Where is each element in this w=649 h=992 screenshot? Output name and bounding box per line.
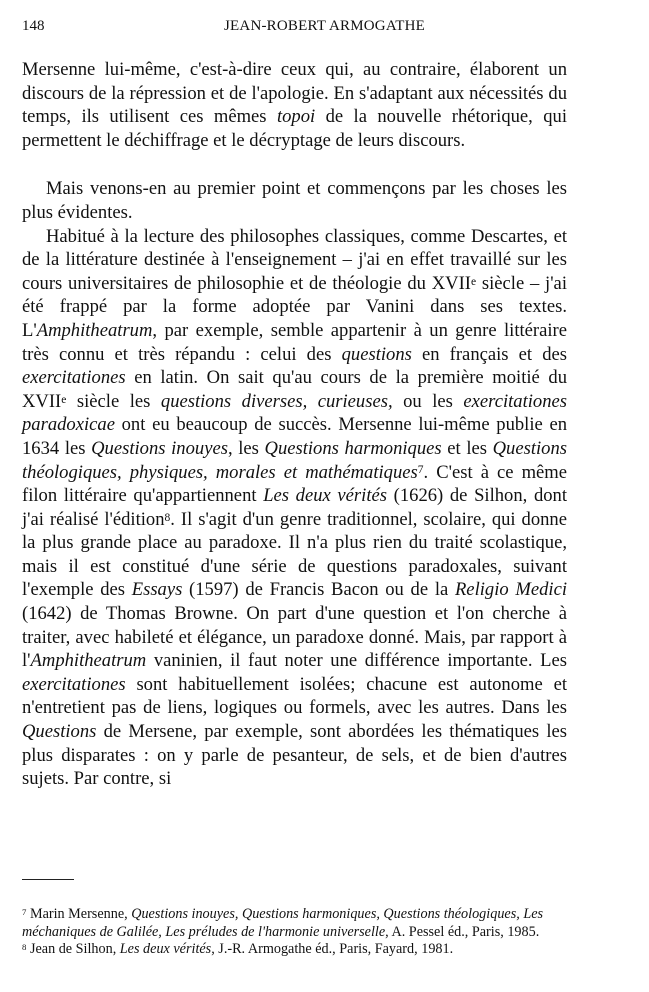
paragraph-3: Habitué à la lecture des philosophes classiques, comme Descartes, et de la littérature destinée à l'enseignement – j'ai en effet travaillé sur les cours universitaires de philosophie et de théologie du XVIIe siècle – j'ai été frappé par la forme adoptée par Vanini dans ses textes. L'Amphitheatrum, par exemple, semble appartenir à un genre littéraire très connu et très répandu : celui des questions en français et des exercitationes en latin. On sait qu'au cours de la première moitié du XVIIe siècle les questions diverses, curieuses, ou les exercitationes paradoxicae ont eu beaucoup de succès. Mersenne lui-même publie en 1634 les Questions inouyes, les Questions harmoniques et les Questions théologiques, physiques, morales et mathématiques$^7$. C'est à ce même filon littéraire qu'appartiennent Les deux vérités (1626) de Silhon, dont j'ai réalisé l'édition$^8$. Il s'agit d'un genre traditionnel, scolaire, qui donne la plus grande place au paradoxe. Il n'a plus rien du traité scolastique, mais il est constitué d'une série de questions paradoxales, suivant l'exemple des Essays (1597) de Francis Bacon ou de la Religio Medici (1642) de Thomas Browne. On part d'une question et l'on cherche à traiter, avec habileté et élégance, un paradoxe donné. Mais, par rapport à l'Amphitheatrum vaninien, il faut noter une différence importante. Les exercitationes sont habituellement isolées; chacune est autonome et n'entretient pas de liens, logiques ou formels, avec les autres. Dans les Questions de Mersene, par exemple, sont abordées les thématiques les plus disparates : on y parle de pesanteur, de sels, et de bien d'autres sujets. Par contre, si [22,225,568,790]
footnote-divider [22,879,74,880]
footnote-ref-8[interactable]: 8 [164,511,171,524]
footnotes [22,906,577,959]
footnote-7: $^7$ Marin Mersenne, Questions inouyes, Questions harmoniques, Questions théologiques, Les méchaniques de Galilée, Les préludes de l'harmonie universelle, A. Pessel éd., Paris, 1985. [22,906,544,940]
running-head: JEAN-ROBERT ARMOGATHE [224,18,425,34]
body-text [22,58,567,791]
paragraph-1: Mersenne lui-même, c'est-à-dire ceux qui, au contraire, élaborent un discours de la répression et de l'apologie. En s'adaptant aux nécessités du temps, ils utilisent ces mêmes topoi de la nouvelle rhétorique, qui permettent le déchiffrage et le décryptage de leurs discours. [22,59,567,151]
footnote-8: $^8$ Jean de Silhon, Les deux vérités, J.-R. Armogathe éd., Paris, Fayard, 1981. [22,941,454,958]
footnote-ref-7[interactable]: 7 [417,464,424,477]
page-header [22,18,627,38]
paragraph-2: Mais venons-en au premier point et commençons par les choses les plus évidentes. [22,178,567,223]
page-number: 148 [22,18,45,34]
